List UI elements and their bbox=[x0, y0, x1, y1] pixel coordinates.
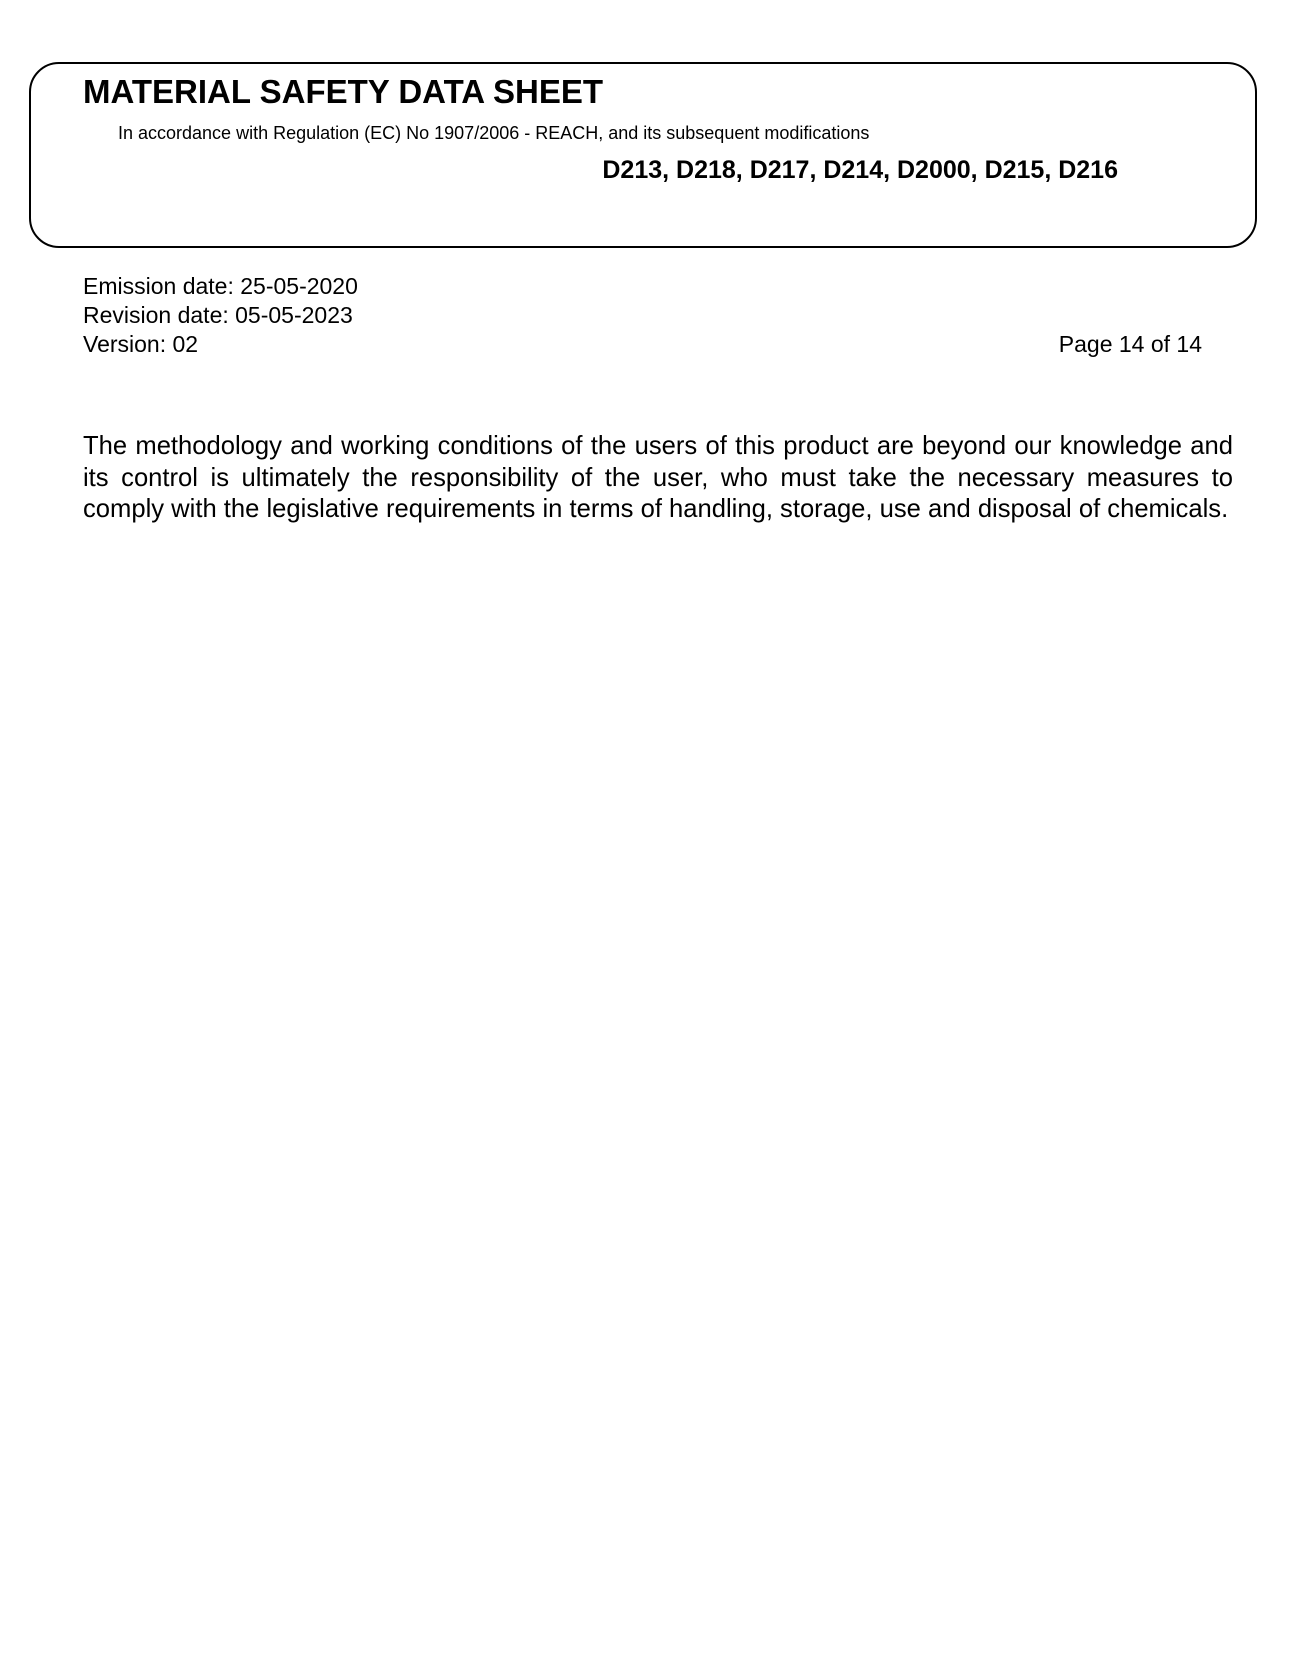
emission-date: Emission date: 25-05-2020 bbox=[83, 273, 358, 299]
product-codes: D213, D218, D217, D214, D2000, D215, D216 bbox=[602, 156, 1118, 184]
disclaimer-paragraph: The methodology and working conditions of the users of this product are beyond our knowledge and its control is ultimately the responsibility of the user, who must take the necessary measures to comply with the legislative requirements in terms of handling, storage, use and disposal of chemicals. bbox=[83, 432, 1233, 523]
revision-date: Revision date: 05-05-2023 bbox=[83, 302, 353, 328]
document-title: MATERIAL SAFETY DATA SHEET bbox=[83, 73, 604, 110]
regulation-subtitle: In accordance with Regulation (EC) No 1907/2006 - REACH, and its subsequent modifications bbox=[118, 123, 870, 143]
page-number: Page 14 of 14 bbox=[1058, 331, 1202, 357]
version: Version: 02 bbox=[83, 331, 199, 357]
